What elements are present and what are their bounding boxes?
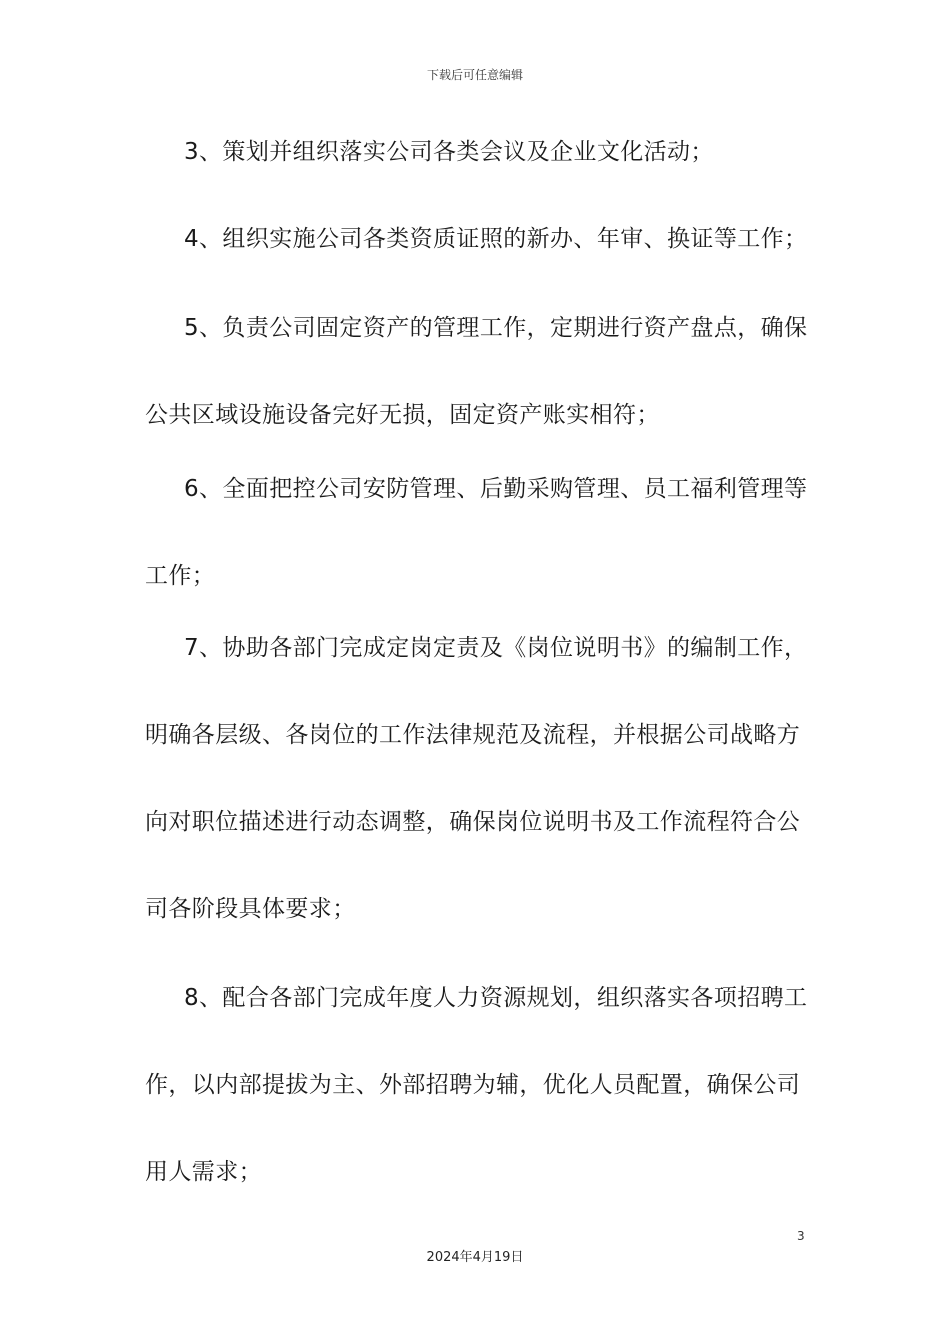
paragraph-6-line-2: 工作； [145,563,216,589]
footer-date: 2024年4月19日 [426,1250,524,1265]
paragraph-7-line-2: 明确各层级、各岗位的工作法律规范及流程，并根据公司战略方 [145,722,801,748]
paragraph-4-line-1: 4、组织实施公司各类资质证照的新办、年审、换证等工作； [184,226,808,252]
paragraph-7-line-3: 向对职位描述进行动态调整，确保岗位说明书及工作流程符合公 [145,809,801,835]
page-header: 下载后可任意编辑 [426,68,523,82]
paragraph-5-line-2: 公共区域设施设备完好无损，固定资产账实相符； [145,402,660,428]
paragraph-8-line-1: 8、配合各部门完成年度人力资源规划，组织落实各项招聘工 [184,985,808,1011]
paragraph-8-line-2: 作，以内部提拔为主、外部招聘为辅，优化人员配置，确保公司 [145,1072,801,1098]
page-number: 3 [797,1229,805,1243]
paragraph-6-line-1: 6、全面把控公司安防管理、后勤采购管理、员工福利管理等 [184,476,808,502]
paragraph-3-line-1: 3、策划并组织落实公司各类会议及企业文化活动； [184,139,714,165]
paragraph-8-line-3: 用人需求； [145,1159,262,1185]
paragraph-7-line-4: 司各阶段具体要求； [145,896,356,922]
paragraph-5-line-1: 5、负责公司固定资产的管理工作，定期进行资产盘点，确保 [184,315,808,341]
paragraph-7-line-1: 7、协助各部门完成定岗定责及《岗位说明书》的编制工作， [184,635,808,661]
